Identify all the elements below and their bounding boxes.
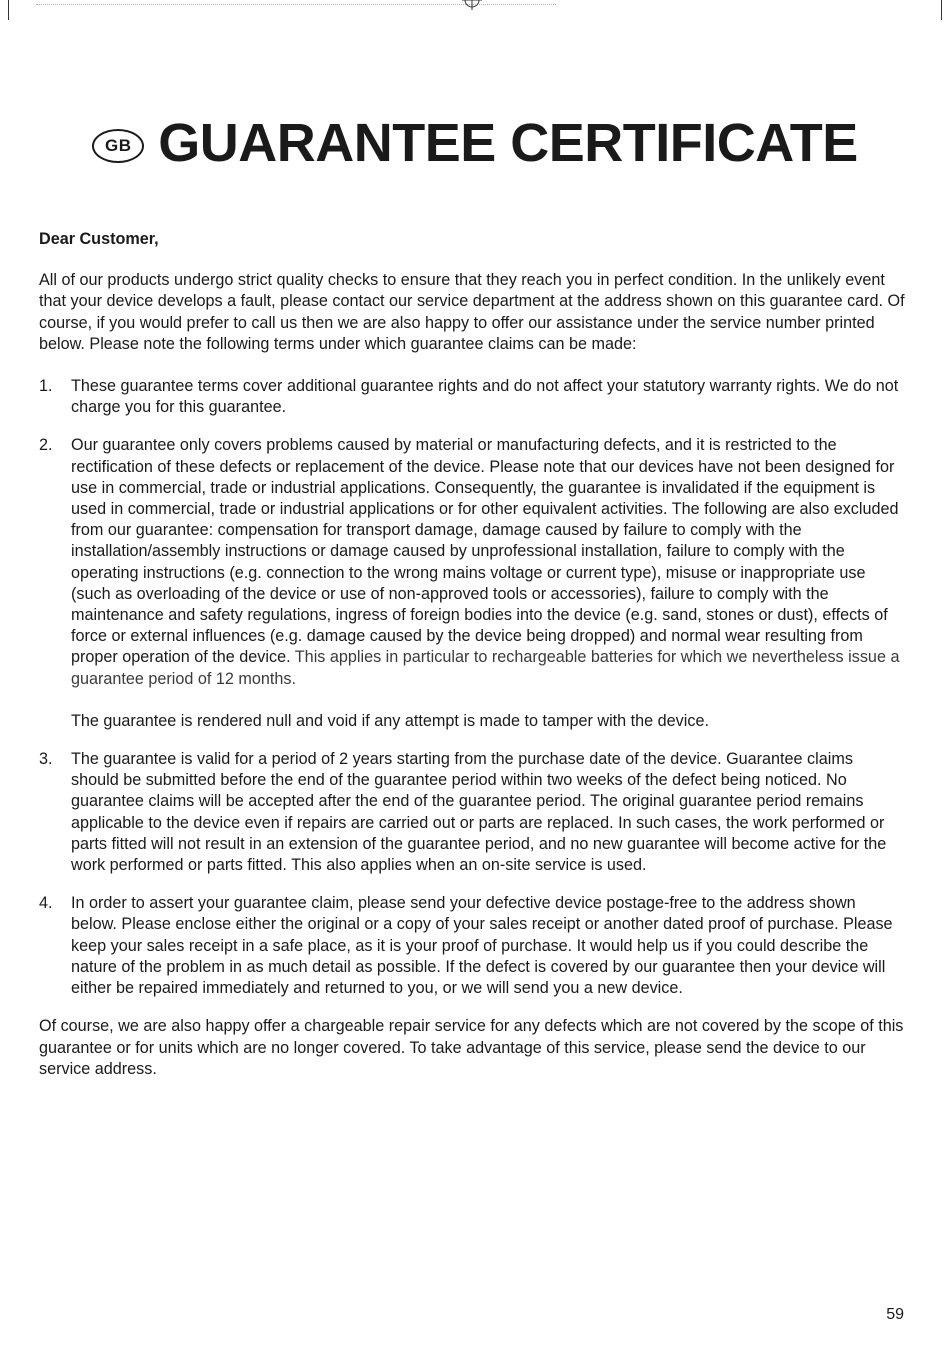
page-number: 59: [886, 1306, 904, 1323]
page-title: GUARANTEE CERTIFICATE: [158, 113, 858, 173]
term-number: 3.: [39, 750, 53, 769]
country-code-badge: GB: [92, 129, 144, 163]
term-text-block: [71, 435, 905, 689]
term-body: [71, 435, 905, 732]
intro-paragraph: All of our products undergo strict quality checks to ensure that they reach you in perfect condition. In the unlikely event that your device develops a fault, please contact our service department at the address shown on this guarantee card. Of course, if you would prefer to call us then we are also happy to offer our assistance under the service number printed below. Please note the following terms under which guarantee claims can be made:: [39, 271, 905, 353]
term-text-batteries: This applies in particular to rechargeable batteries for which we nevertheless issue a guarantee period of 12 months.: [71, 648, 900, 688]
term-number: 4.: [39, 894, 53, 913]
certificate-body: [39, 229, 905, 1080]
crop-mark-right: [941, 0, 942, 20]
term-item-1: [39, 376, 905, 418]
registration-mark-icon: [462, 0, 482, 10]
term-note: The guarantee is rendered null and void if any attempt is made to tamper with the device.: [71, 711, 709, 730]
term-item-3: [39, 749, 905, 876]
term-body: [71, 749, 905, 876]
closing-paragraph: Of course, we are also happy offer a chargeable repair service for any defects which are not covered by the scope of this guarantee or for units which are no longer covered. To take advantage of this service, please send the device to our service address.: [39, 1017, 904, 1078]
salutation: Dear Customer,: [39, 230, 159, 248]
crop-mark-left: [8, 0, 9, 20]
term-number: 2.: [39, 436, 53, 455]
term-number: 1.: [39, 377, 53, 396]
term-text: The guarantee is valid for a period of 2 years starting from the purchase date of the device. Guarantee claims should be submitted before the end of the guarantee period within two weeks of the defect being noticed. No guarantee claims will be accepted after the end of the guarantee period. The original guarantee period remains applicable to the device even if repairs are carried out or parts are replaced. In such cases, the work performed or parts fitted will not result in an extension of the guarantee period, and no new guarantee will become active for the work performed or parts fitted. This also applies when an on-site service is used.: [71, 750, 887, 875]
title-row: [0, 112, 950, 174]
term-text: These guarantee terms cover additional guarantee rights and do not affect your statutory warranty rights. We do not charge you for this guarantee.: [71, 377, 899, 417]
term-text: In order to assert your guarantee claim, please send your defective device postage-free to the address shown below. Please enclose either the original or a copy of your sales receipt or another dated proof of purchase. Please keep your sales receipt in a safe place, as it is your proof of purchase. It would help us if you could describe the nature of the problem in as much detail as possible. If the defect is covered by our guarantee then your device will either be repaired immediately and returned to you, or we will send you a new device.: [71, 894, 893, 998]
term-item-4: [39, 893, 905, 999]
term-text: Our guarantee only covers problems caused by material or manufacturing defects, and it is restricted to the rectification of these defects or replacement of the device. Please note that our devices have not been designed for use in commercial, trade or industrial applications. Consequently, the guarantee is invalidated if the equipment is used in commercial, trade or industrial applications or for other equivalent activities. The following are also excluded from our guarantee: compensation for transport damage, damage caused by failure to comply with the installation/assembly instructions or damage caused by unprofessional installation, failure to comply with the operating instructions (e.g. connection to the wrong mains voltage or current type), misuse or inappropriate use (such as overloading of the device or use of non-approved tools or accessories), failure to comply with the maintenance and safety regulations, ingress of foreign bodies into the device (e.g. sand, stones or dust), effects of force or external influences (e.g. damage caused by the device being dropped) and normal wear resulting from proper operation of the device.: [71, 436, 899, 667]
term-body: [71, 893, 905, 999]
terms-list: [39, 376, 905, 999]
term-item-2: [39, 435, 905, 732]
term-body: [71, 376, 905, 418]
